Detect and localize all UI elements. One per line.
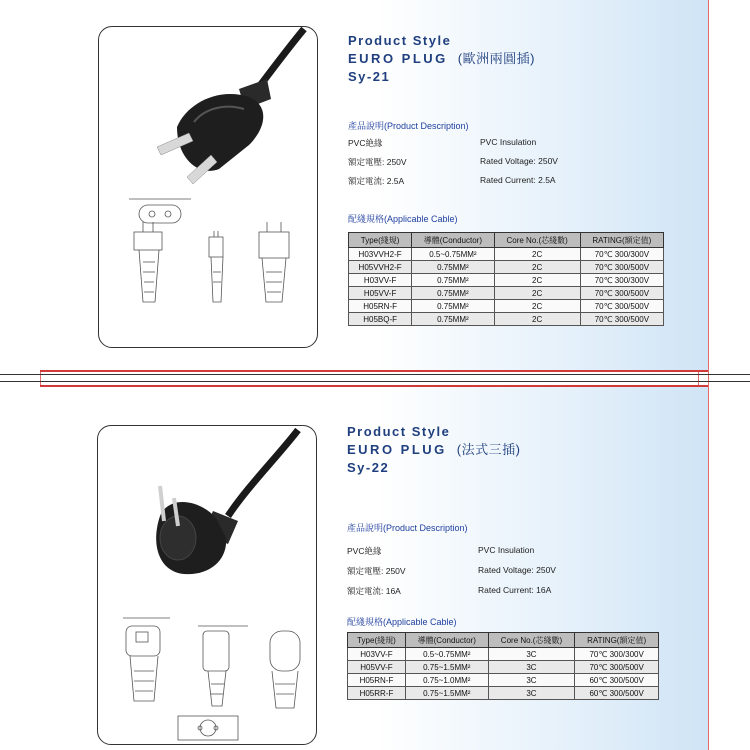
product-panel-sy21: [40, 0, 708, 372]
desc-cn-2: 額定電壓: 250V: [347, 566, 406, 576]
product-style-label: Product Style: [348, 33, 452, 48]
table-cell: H05BQ-F: [349, 313, 412, 326]
table-cell: 70℃ 300/300V: [580, 248, 663, 261]
table-cell: H05RR-F: [348, 687, 406, 700]
description-title: 產品說明(Product Description): [347, 523, 468, 533]
table-cell: 2C: [494, 300, 580, 313]
right-guide-line-outer: [708, 0, 709, 750]
table-header: Core No.(芯綫數): [494, 233, 580, 248]
product-title-block: [347, 423, 520, 477]
desc-cn-3: 額定電流: 2.5A: [348, 176, 405, 186]
table-cell: 2C: [494, 313, 580, 326]
table-cell: H05RN-F: [349, 300, 412, 313]
table-cell: 0.75MM²: [412, 274, 494, 287]
table-cell: 0.75~1.5MM²: [405, 687, 488, 700]
table-cell: 3C: [488, 648, 575, 661]
desc-en-2: Rated Voltage: 250V: [480, 156, 558, 166]
model-number: Sy-21: [348, 69, 391, 84]
table-cell: H05RN-F: [348, 674, 406, 687]
table-header: 導體(Conductor): [412, 233, 494, 248]
product-style-label: Product Style: [347, 424, 451, 439]
desc-cn-1: PVC絶緣: [347, 546, 382, 556]
model-number: Sy-22: [347, 460, 390, 475]
table-cell: 70℃ 300/500V: [580, 261, 663, 274]
cable-spec-table: [348, 232, 664, 326]
plug-cn-name: (歐洲兩圓插): [457, 51, 535, 66]
desc-en-1: PVC Insulation: [478, 545, 535, 555]
table-cell: 70℃ 300/500V: [580, 287, 663, 300]
table-row: [349, 248, 664, 261]
desc-en-2: Rated Voltage: 250V: [478, 565, 556, 575]
panel-border: [40, 370, 708, 372]
table-cell: 70℃ 300/500V: [580, 300, 663, 313]
table-header: RATING(額定值): [580, 233, 663, 248]
table-header: Type(綫規): [348, 633, 406, 648]
table-row: [348, 661, 659, 674]
table-header: RATING(額定值): [575, 633, 659, 648]
table-cell: 70℃ 300/300V: [575, 648, 659, 661]
table-row: [349, 287, 664, 300]
plug-cn-name: (法式三插): [456, 442, 521, 457]
desc-cn-3: 額定電流: 16A: [347, 586, 401, 596]
table-cell: 70℃ 300/500V: [580, 313, 663, 326]
table-cell: 70℃ 300/300V: [580, 274, 663, 287]
table-row: [348, 687, 659, 700]
cable-spec-table: [347, 632, 659, 700]
table-row: [349, 300, 664, 313]
table-header: Type(綫規): [349, 233, 412, 248]
table-cell: 0.75~1.0MM²: [405, 674, 488, 687]
two-pin-plug-photo: [99, 27, 317, 347]
table-cell: H05VV-F: [349, 287, 412, 300]
table-cell: 2C: [494, 261, 580, 274]
desc-cn-2: 額定電壓: 250V: [348, 157, 407, 167]
table-row: [349, 274, 664, 287]
table-cell: 2C: [494, 287, 580, 300]
table-cell: H05VV-F: [348, 661, 406, 674]
table-cell: H03VV-F: [348, 648, 406, 661]
panel-border: [40, 385, 708, 387]
desc-cn-1: PVC絶緣: [348, 138, 383, 148]
table-cell: 60℃ 300/500V: [575, 674, 659, 687]
table-cell: H05VVH2-F: [349, 261, 412, 274]
desc-en-1: PVC Insulation: [480, 137, 537, 147]
page-divider: [0, 374, 750, 375]
schuko-plug-photo: [98, 426, 316, 744]
desc-en-3: Rated Current: 16A: [478, 585, 552, 595]
table-cell: 70℃ 300/500V: [575, 661, 659, 674]
table-cell: 0.75~1.5MM²: [405, 661, 488, 674]
table-cell: 3C: [488, 687, 575, 700]
table-cell: 0.75MM²: [412, 313, 494, 326]
cable-spec-title: 配綫規格(Applicable Cable): [347, 617, 457, 627]
table-cell: 0.75MM²: [412, 300, 494, 313]
table-cell: 0.5~0.75MM²: [405, 648, 488, 661]
desc-en-3: Rated Current: 2.5A: [480, 175, 556, 185]
table-cell: 2C: [494, 274, 580, 287]
table-header: 導體(Conductor): [405, 633, 488, 648]
product-image-box: [98, 26, 318, 348]
table-cell: 60℃ 300/500V: [575, 687, 659, 700]
page-divider: [0, 381, 750, 382]
product-image-box: [97, 425, 317, 745]
table-cell: 2C: [494, 248, 580, 261]
plug-name: EURO PLUG: [347, 442, 447, 457]
table-header: Core No.(芯綫數): [488, 633, 575, 648]
cable-spec-title: 配綫規格(Applicable Cable): [348, 214, 458, 224]
table-row: [349, 261, 664, 274]
table-row: [349, 313, 664, 326]
table-cell: 3C: [488, 661, 575, 674]
table-cell: 0.75MM²: [412, 261, 494, 274]
table-cell: 3C: [488, 674, 575, 687]
table-cell: 0.5~0.75MM²: [412, 248, 494, 261]
table-row: [348, 648, 659, 661]
plug-name: EURO PLUG: [348, 51, 448, 66]
table-cell: H03VV-F: [349, 274, 412, 287]
product-title-block: [348, 32, 535, 86]
table-row: [348, 674, 659, 687]
table-cell: H03VVH2-F: [349, 248, 412, 261]
table-cell: 0.75MM²: [412, 287, 494, 300]
product-panel-sy22: [40, 385, 708, 750]
description-title: 產品說明(Product Description): [348, 121, 469, 131]
